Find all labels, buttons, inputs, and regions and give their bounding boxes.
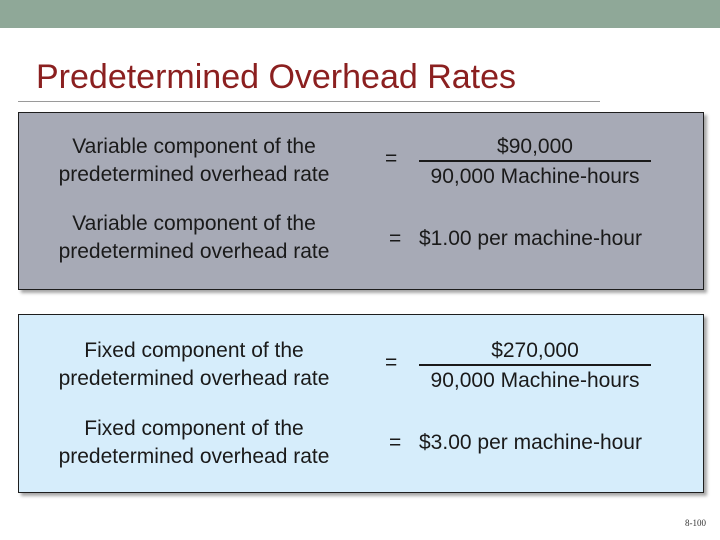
variable-row2-label-line1: Variable component of the [72,212,316,235]
fixed-row2-equals: = [389,431,402,454]
fixed-row2-label-line2: predetermined overhead rate [58,445,330,468]
fixed-row1-label-line2: predetermined overhead rate [58,367,330,390]
variable-row1-fraction-bar [419,160,651,162]
variable-row1-denominator: 90,000 Machine-hours [430,165,640,188]
variable-row1-label-line2: predetermined overhead rate [58,163,330,186]
fixed-row1-equals: = [385,351,398,374]
variable-row2-result: $1.00 per machine-hour [419,227,642,250]
fixed-row1-label [19,337,369,393]
top-accent-bar [0,0,720,28]
variable-row1-label-line1: Variable component of the [72,135,316,158]
fixed-row1-fraction-bar [419,364,651,366]
fixed-row2-label-line1: Fixed component of the [84,417,304,440]
title-divider [18,101,600,102]
variable-row1-equals: = [385,147,398,170]
variable-row1-label [19,133,369,189]
fixed-row2-result: $3.00 per machine-hour [419,431,642,454]
fixed-row1-denominator: 90,000 Machine-hours [430,369,640,392]
fixed-row1-label-line1: Fixed component of the [84,339,304,362]
variable-row1-numerator: $90,000 [497,135,573,158]
variable-row2-label [19,210,369,266]
fixed-component-panel [18,314,704,493]
slide-title: Predetermined Overhead Rates [36,58,517,96]
variable-row2-label-line2: predetermined overhead rate [58,240,330,263]
page-number: 8-100 [685,518,706,528]
variable-component-panel [18,112,704,290]
fixed-row2-label [19,415,369,471]
variable-row2-equals: = [389,227,402,250]
fixed-row1-numerator: $270,000 [491,339,579,362]
